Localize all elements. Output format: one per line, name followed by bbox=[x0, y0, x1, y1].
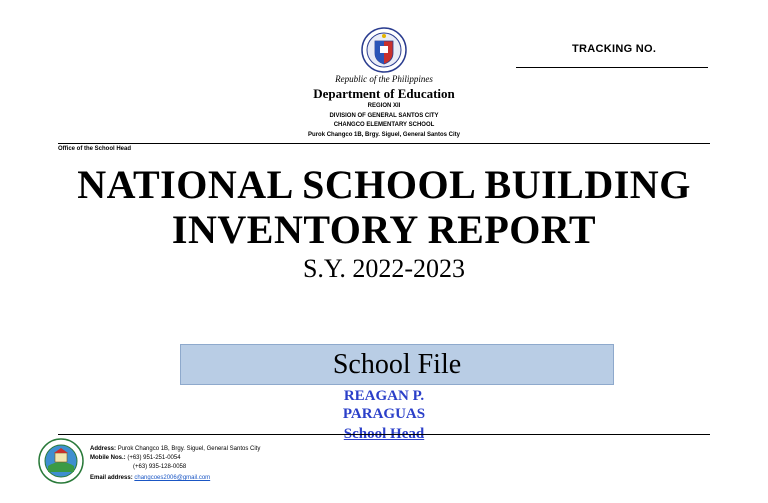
footer-mobile-label: Mobile Nos.: bbox=[90, 455, 126, 461]
report-title-line1: NATIONAL SCHOOL BUILDING bbox=[77, 162, 691, 207]
footer-address-label: Address: bbox=[90, 446, 117, 452]
footer-address-value: Purok Changco 1B, Brgy. Siguel, General Santos City bbox=[117, 446, 261, 452]
school-year: S.Y. 2022-2023 bbox=[302, 254, 466, 283]
school-file-box: School File bbox=[180, 344, 614, 385]
header-divider bbox=[58, 143, 710, 144]
deped-seal-icon bbox=[361, 27, 407, 73]
school-logo-icon bbox=[38, 438, 84, 484]
republic-text: Republic of the Philippines bbox=[335, 74, 433, 84]
signatory-name-line1: REAGAN P. bbox=[343, 388, 425, 404]
department-name: Department of Education bbox=[313, 86, 455, 101]
tracking-number-line bbox=[516, 67, 708, 68]
signatory-name-line2: PARAGUAS bbox=[342, 406, 426, 422]
office-label: Office of the School Head bbox=[58, 146, 132, 152]
footer-email-label: Email address: bbox=[90, 475, 133, 481]
footer-mobile-2: (+63) 935-128-0058 bbox=[133, 464, 187, 470]
footer-address bbox=[90, 445, 260, 454]
tracking-number-label: TRACKING NO. bbox=[572, 43, 657, 55]
footer-email bbox=[90, 474, 210, 483]
report-title-line2: INVENTORY REPORT bbox=[171, 207, 597, 252]
footer-mobile-1: (+63) 951-251-0054 bbox=[127, 455, 181, 461]
division-text: DIVISION OF GENERAL SANTOS CITY bbox=[329, 113, 439, 119]
footer-divider bbox=[58, 434, 710, 435]
region-text: REGION XII bbox=[367, 103, 401, 109]
footer-mobile bbox=[90, 454, 181, 463]
footer-email-link[interactable]: changcoes2006@gmail.com bbox=[134, 475, 211, 481]
signatory-role: School Head bbox=[343, 426, 425, 442]
school-address: Purok Changco 1B, Brgy. Siguel, General Santos City bbox=[308, 132, 460, 138]
school-name: CHANGCO ELEMENTARY SCHOOL bbox=[333, 122, 435, 128]
